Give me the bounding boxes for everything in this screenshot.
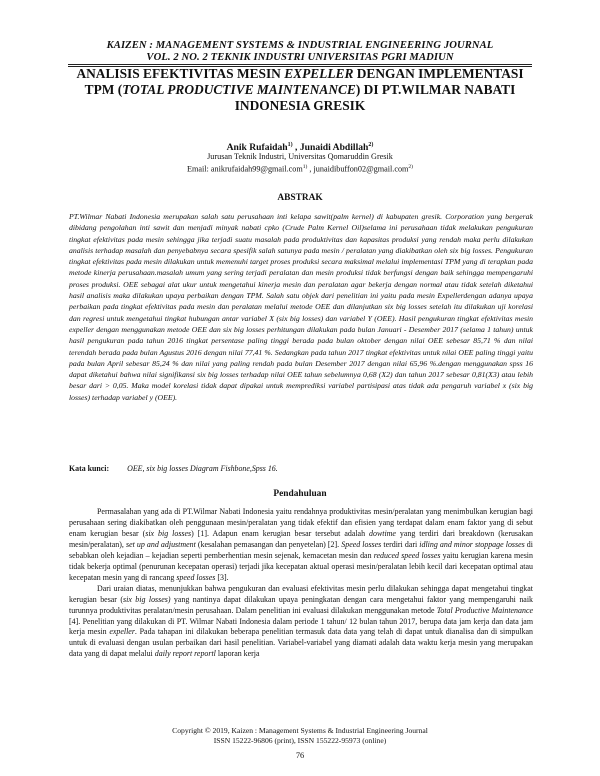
intro-p2-run-0: Dari uraian diatas, menunjukkan bahwa pengukuran dan evaluasi efektivitas mesin perlu dilakukan sehingga dapat mengetahui tingkat kerugian besar (	[69, 583, 533, 604]
intro-p1-run-1: six big losses	[145, 528, 192, 538]
intro-p2-run-4: [4]. Penelitian yang dilakukan di PT. Wilmar Nabati Indonesia dalam periode 1 tahun/ 12 bulan tahun 2017, berupa data jam kerja dan data jam kerja mesin	[69, 616, 533, 637]
intro-p1-run-6: (kesalahan pemasangan dan penyetelan) [2].	[195, 539, 342, 549]
page-number: 76	[295, 751, 305, 760]
author2-sup: 2)	[368, 142, 374, 148]
intro-p1-run-2: ) [1]. Adapun enam kerugian besar tersebut adalah	[191, 528, 370, 538]
affiliation-block	[70, 152, 530, 175]
header-rule-top	[68, 64, 532, 65]
title-part2: EXPELLER	[284, 66, 354, 81]
author1-name: Anik Rufaidah	[226, 142, 288, 154]
intro-p1-run-11: reduced speed losses	[373, 550, 441, 560]
intro-p1-run-14: [3].	[215, 572, 229, 582]
intro-p2-run-1: six big losses)	[123, 594, 171, 604]
email-sup2: 2)	[408, 164, 414, 170]
intro-p2-run-3: Total Productive Maintenance	[436, 605, 533, 615]
intro-paragraph-1	[69, 507, 533, 584]
footer-line1: Copyright © 2019, Kaizen : Management Systems & Industrial Engineering Journal	[172, 726, 428, 735]
intro-p1-run-3: dowtime	[369, 528, 396, 538]
introduction-body	[69, 507, 533, 660]
intro-paragraph-2	[69, 584, 533, 661]
author2-name: Junaidi Abdillah	[299, 142, 369, 154]
intro-p2-run-2: yang nantinya dapat dilakukan upaya peningkatan dengan cara mengetahui faktor yang mempengaruhi naik turunnya produktivitas peralatan/mesin perusahaan. Dalam penelitian ini evaluasi dilakukan menggunakan metode	[69, 594, 533, 615]
paper-title	[70, 66, 530, 114]
intro-p2-run-5: expeller	[109, 627, 135, 637]
intro-p2-run-8: laporan kerja	[215, 649, 260, 659]
journal-header	[60, 40, 540, 64]
email-middle: , junaidibuffon02@gmail.com	[307, 164, 409, 174]
keywords-line	[69, 464, 533, 474]
intro-p1-run-10: di sebabkan oleh kejadian – kejadian seperti pemberhentian mesin sejenak, kemacetan mesin dan	[69, 539, 533, 560]
author1-sup: 1)	[287, 142, 293, 148]
abstract-body	[69, 211, 533, 403]
title-part3: DENGAN IMPLEMENTASI TPM (	[84, 66, 524, 97]
intro-p1-run-4: yang terdiri dari breakdown (kerusakan mesin/peralatan),	[69, 528, 534, 549]
abstract-text: PT.Wilmar Nabati Indonesia merupakan salah satu perusahaan inti kelapa sawit(palm kernel) di kabupaten gresik. Corporation yang bergerak dibidang pengolahan inti sawit dan menjadi minyak nabati cpko (Crude Palm Kernel Oil)selama ini perusahaan tidak melakukan pengukuran tingkat efektivitas pada mesin sehingga jika terjadi suatu masalah pada produktivitas dan kapasitas produksi yang rendah maka perlu dilakukan analisis terhadap masalah dan penyebabnya secara spesifik salah satunya pada mesin / peralatan yang diakibatkan oleh six big losses. Pengukuran tingkat efektivitas pada mesin dilakukan untuk memenuhi target proses produksi secara maksimal melalui implementasi TPM yang di terapkan pada metode kinerja perusahaan.masalah umum yang sering terjadi peralatan dan mesin produksi tidak berfungsi dengan baik sehingga mempengaruhi proses produksi. OEE sebagai alat ukur untuk mengetahui kinerja mesin dan peralatan agar bekerja dengan normal atau tidak setelah diketahui hasil analisis maka dilakukan upaya perbaikan dengan TPM. Salah satu objek dari penelitian ini yaitu pada mesin Expellerdengan adanya upaya perbaikan pada tingkat efektivitas pada mesin dan peralatan melalui metode OEE dan dilanjutkan six big losses setelah itu dilakukan uji korelasi dan regresi untuk mengetahui tingkat hubungan antar variabel X (six big losses) dan variabel Y (OEE). Hasil pengukuran tingkat efektivitas mesin expeller dengan menggunakan metode OEE dan six big losses perhitungan dilakukan pada bulan Januari - Desember 2017 (selama 1 tahun) untuk hasil pengukuran pada tahun 2016 tingkat persentase paling tinggi berada pada bulan oktober dengan nilai OEE sebesar 85,71 % dan nilai terendah berada pada bulan Agustus 2016 dengan nilai 77,41 %. Sedangkan pada tahun 2017 tingkat efektivitas untuk nilai OEE paling tinggi yaitu pada bulan April sebesar 85,24 % dan nilai yang paling rendah pada bulan Desember 2017 dengan nilai 65,96 %.dengan menggunakan spss 16 dapat diketahui bahwa nilai signifikansi six big losses terhadap nilai OEE tahun sebelumnya 0,68 (X2) dan tahun 2017 sebesar 0,81(X3) atau lebih besar dari > 0,05. Maka model korelasi tidak dapat dipakai untuk memprediksi variabel partisipasi atas tidak ada pengaruh variabel x (six big losses) terhadap variabel y (OEE).	[69, 212, 533, 402]
abstract-heading: ABSTRAK	[277, 193, 323, 203]
title-part5: ) DI PT.WILMAR NABATI INDONESIA GRESIK	[234, 82, 516, 113]
intro-p1-run-5: set up and adjustment	[125, 539, 196, 549]
intro-p1-run-9: idling and minor stoppage losses	[419, 539, 525, 549]
title-part1: ANALISIS EFEKTIVITAS MESIN	[76, 66, 285, 81]
keywords-label: Kata kunci:	[69, 464, 110, 473]
journal-header-line2: VOL. 2 NO. 2 TEKNIK INDUSTRI UNIVERSITAS PGRI MADIUN	[146, 52, 454, 63]
affiliation: Jurusan Teknik Industri, Universitas Qomaruddin Gresik	[207, 152, 393, 161]
email-prefix: Email: anikrufaidah99@gmail.com	[186, 164, 303, 174]
email-line	[70, 162, 530, 175]
author-separator: ,	[292, 142, 300, 154]
title-part4: TOTAL PRODUCTIVE MAINTENANCE	[122, 82, 356, 97]
intro-p1-run-7: Speed losses	[341, 539, 382, 549]
journal-header-line1: KAIZEN : MANAGEMENT SYSTEMS & INDUSTRIAL ENGINEERING JOURNAL	[106, 40, 494, 51]
intro-p1-run-0: Permasalahan yang ada di PT.Wilmar Nabati Indonesia yaitu rendahnya produktivitas mesin/peralatan yang menimbulkan kerugian bagi perusahaan sering diakibatkan oleh penggunaan mesin/peralatan yang tidak efektif dan efisien yang terdapat dalam enam faktor yang di sebut enam kerugian besar (	[69, 507, 533, 538]
copyright-footer	[70, 726, 530, 745]
email-sup1: 1)	[302, 164, 308, 170]
intro-p1-run-8: terdiri dari	[381, 539, 420, 549]
keywords-value: OEE, six big losses Diagram Fishbone,Spss 16.	[127, 464, 278, 473]
intro-p1-run-12: yaitu kerugian karena mesin tidak bekerja optimal (penurunan kecepatan operasi) terjadi jika kecepatan aktual operasi mesin/peralatan lebih kecil dari kecepatan optimal atau kecepatan mesin yang di rancang	[69, 550, 533, 582]
intro-p2-run-7: daily report reportl	[154, 649, 216, 659]
intro-p1-run-13: speed losses	[176, 572, 216, 582]
section-heading-pendahuluan: Pendahuluan	[273, 489, 327, 499]
intro-p2-run-6: . Pada tahapan ini dilakukan beberapa penelitian termasuk data data yang telah di dapat untuk dianalisa dan di simpulkan untuk di evaluasi dengan usulan perbaikan dari hasil penelitian. Variabel-variabel yang diamati adalah data waktu kerja mesin yang merupakan data yang di dapat melalui	[69, 627, 533, 659]
footer-line2: ISSN 15222-96806 (print), ISSN 155222-95973 (online)	[213, 735, 387, 745]
